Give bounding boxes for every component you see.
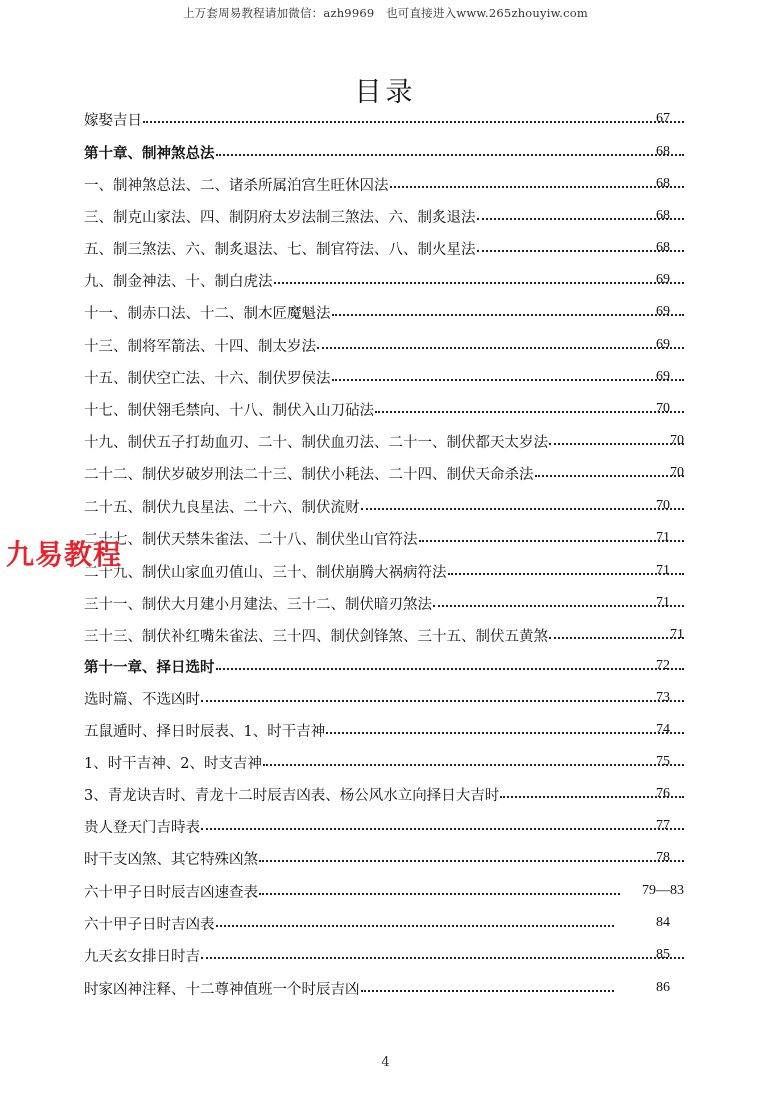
toc-entry-label: 五、制三煞法、六、制炙退法、七、制官符法、八、制火星法: [84, 241, 476, 258]
toc-entry-page: 69: [656, 337, 670, 352]
toc-entry-page: 69: [656, 272, 670, 287]
toc-entry[interactable]: [84, 334, 684, 356]
toc-entry-label: 九、制金神法、十、制白虎法: [84, 273, 273, 290]
dot-leader: [375, 411, 684, 413]
toc-entry[interactable]: [84, 173, 684, 195]
dot-leader: [549, 637, 684, 639]
toc-entry[interactable]: [84, 462, 684, 484]
toc-entry[interactable]: [84, 108, 684, 130]
toc-entry[interactable]: [84, 366, 684, 388]
toc-entry[interactable]: [84, 783, 684, 805]
toc-entry-label: 十五、制伏空亡法、十六、制伏罗侯法: [84, 370, 331, 387]
toc-entry[interactable]: [84, 430, 684, 452]
toc-entry[interactable]: [84, 847, 684, 869]
toc-entry[interactable]: [84, 880, 684, 902]
toc-entry-page: 71: [656, 595, 670, 610]
toc-entry-label: 十一、制赤口法、十二、制木匠魔魁法: [84, 305, 331, 322]
toc-entry-page: 79—83: [642, 883, 684, 898]
toc-entry[interactable]: [84, 944, 684, 966]
dot-leader: [216, 925, 615, 927]
toc-entry-page: 67: [656, 111, 670, 126]
toc-entry-page: 68: [656, 176, 670, 191]
toc-entry[interactable]: [84, 977, 684, 999]
dot-leader: [419, 540, 685, 542]
toc-entry[interactable]: [84, 624, 684, 646]
toc-entry[interactable]: [84, 269, 684, 291]
dot-leader: [477, 250, 685, 252]
page-number: 4: [381, 1055, 390, 1070]
toc-entry-page: 70: [670, 465, 684, 480]
toc-entry[interactable]: [84, 237, 684, 259]
toc-entry-label: 二十七、制伏天禁朱雀法、二十八、制伏坐山官符法: [84, 531, 418, 548]
toc-entry-label: 一、制神煞总法、二、诸杀所属泊宫生旺休囚法: [84, 177, 389, 194]
toc-entry-page: 71: [656, 563, 670, 578]
toc-entry-page: 76: [656, 786, 670, 801]
toc-entry-page: 70: [656, 401, 670, 416]
toc-entry-page: 86: [656, 980, 670, 995]
toc-entry-page: 70: [670, 433, 684, 448]
toc-entry-label: 二十二、制伏岁破岁刑法二十三、制伏小耗法、二十四、制伏天命杀法: [84, 466, 534, 483]
dot-leader: [274, 282, 685, 284]
toc-entry-page: 72: [656, 658, 670, 673]
toc-entry-page: 85: [656, 947, 670, 962]
toc-entry-page: 68: [656, 208, 670, 223]
toc-entry-label: 第十一章、择日选时: [84, 658, 215, 676]
toc-entry[interactable]: [84, 527, 684, 549]
toc-entry-page: 75: [656, 754, 670, 769]
dot-leader: [263, 764, 684, 766]
dot-leader: [361, 508, 685, 510]
toc-entry-page: 69: [656, 304, 670, 319]
dot-leader: [477, 218, 685, 220]
dot-leader: [332, 379, 685, 381]
toc-entry-label: 十三、制将军箭法、十四、制太岁法: [84, 338, 316, 355]
toc-entry-label: 三十一、制伏大月建小月建法、三十二、制伏暗刃煞法: [84, 596, 432, 613]
toc-entry[interactable]: [84, 398, 684, 420]
toc-entry-label: 嫁娶吉日: [84, 112, 142, 129]
page-header: 上万套周易教程请加微信：azh9969 也可直接进入www.265zhouyiw.com: [182, 6, 589, 20]
dot-leader: [361, 990, 615, 992]
dot-leader: [201, 828, 684, 830]
toc-entry[interactable]: [84, 301, 684, 323]
toc-entry[interactable]: [84, 815, 684, 837]
dot-leader: [390, 186, 685, 188]
toc-entry[interactable]: [84, 495, 684, 517]
dot-leader: [549, 443, 684, 445]
toc-entry-label: 时家凶神注释、十二尊神值班一个时辰吉凶: [84, 981, 360, 998]
toc-entry[interactable]: [84, 687, 684, 709]
dot-leader: [259, 860, 684, 862]
toc-chapter-entry[interactable]: [84, 655, 684, 677]
toc-entry-label: 第十章、制神煞总法: [84, 144, 215, 162]
toc-entry-page: 70: [656, 498, 670, 513]
watermark-logo: 九易教程: [6, 538, 123, 571]
toc-entry-page: 69: [656, 369, 670, 384]
toc-entry[interactable]: [84, 592, 684, 614]
toc-entry-page: 78: [656, 850, 670, 865]
toc-entry-label: 时干支凶煞、其它特殊凶煞: [84, 851, 258, 868]
toc-entry-page: 74: [656, 722, 670, 737]
toc-chapter-entry[interactable]: [84, 141, 684, 163]
page-title: 目录: [354, 77, 417, 108]
toc-entry-page: 71: [670, 627, 684, 642]
toc-entry-page: 77: [656, 818, 670, 833]
toc-entry-label: 九天玄女排日时吉: [84, 948, 200, 965]
dot-leader: [317, 347, 684, 349]
toc-entry-label: 五鼠遁时、择日时辰表、1、时干吉神: [84, 723, 326, 740]
dot-leader: [201, 957, 684, 959]
toc-entry-page: 84: [656, 915, 670, 930]
dot-leader: [143, 121, 684, 123]
dot-leader: [433, 605, 684, 607]
toc-entry-label: 六十甲子日时吉凶表: [84, 916, 215, 933]
toc-entry-label: 1、时干吉神、2、时支吉神: [84, 755, 262, 772]
toc-entry-page: 71: [656, 530, 670, 545]
dot-leader: [216, 668, 685, 670]
toc-entry-label: 三、制克山家法、四、制阴府太岁法制三煞法、六、制炙退法: [84, 209, 476, 226]
toc-entry[interactable]: [84, 205, 684, 227]
dot-leader: [201, 700, 684, 702]
toc-entry-label: 十七、制伏翎毛禁向、十八、制伏入山刀砧法: [84, 402, 374, 419]
toc-entry-label: 十九、制伏五子打劫血刃、二十、制伏血刃法、二十一、制伏都天太岁法: [84, 434, 548, 451]
toc-entry-label: 选时篇、不选凶时: [84, 691, 200, 708]
toc-entry[interactable]: [84, 560, 684, 582]
toc-entry-label: 二十九、制伏山家血刃值山、三十、制伏崩腾大祸病符法: [84, 564, 447, 581]
toc-entry-label: 贵人登天门吉時表: [84, 819, 200, 836]
dot-leader: [326, 732, 684, 734]
dot-leader: [259, 893, 620, 895]
toc-entry-label: 三十三、制伏补红嘴朱雀法、三十四、制伏剑锋煞、三十五、制伏五黄煞: [84, 628, 548, 645]
dot-leader: [216, 154, 685, 156]
toc-entry-page: 73: [656, 690, 670, 705]
dot-leader: [448, 573, 685, 575]
toc-entry-page: 68: [656, 240, 670, 255]
toc-entry[interactable]: [84, 751, 684, 773]
toc-entry[interactable]: [84, 719, 684, 741]
toc-entry-label: 六十甲子日时辰吉凶速查表: [84, 884, 258, 901]
dot-leader: [332, 314, 685, 316]
toc-entry-label: 二十五、制伏九良星法、二十六、制伏流财: [84, 499, 360, 516]
toc-entry-label: 3、青龙诀吉时、青龙十二时辰吉凶表、杨公风水立向择日大吉时: [84, 787, 500, 804]
dot-leader: [535, 475, 685, 477]
toc-entry-page: 68: [656, 144, 670, 159]
toc-entry[interactable]: [84, 912, 684, 934]
